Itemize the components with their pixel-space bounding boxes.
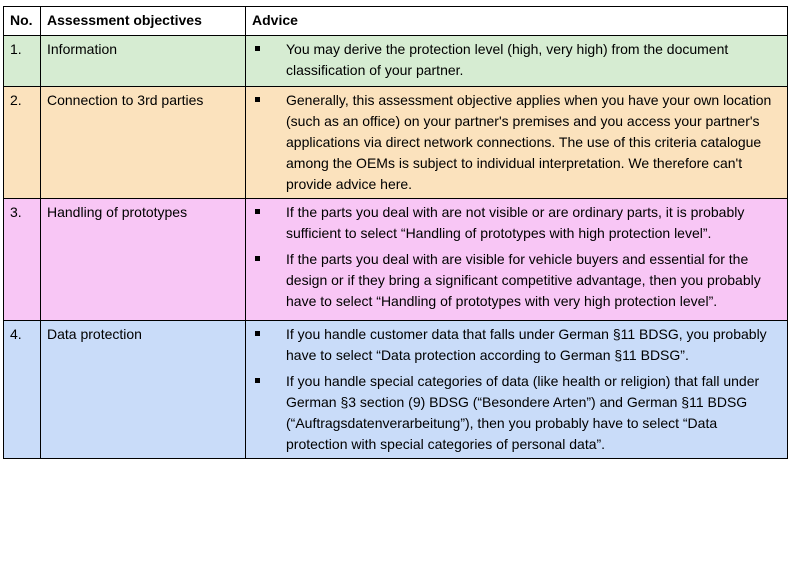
advice-item [252,39,781,81]
advice-cell [246,87,788,199]
bullet-square-icon [255,97,260,102]
bullet-square-icon [255,331,260,336]
assessment-objective: Information [41,36,246,87]
advice-text: If you handle customer data that falls under German §11 BDSG, you probably have to select “Data protection according to German §11 BDSG”. [286,326,767,363]
assessment-objective: Data protection [41,321,246,459]
advice-text: If you handle special categories of data (like health or religion) that fall under German §3 section (9) BDSG (“Besondere Arten”) and German §11 BDSG (“Auftragsdatenverarbeitung”), then you probably have to select “Data protection with special categories of personal data”. [286,373,760,452]
row-number: 2. [4,87,41,199]
table-header-row [4,7,788,36]
header-no: No. [4,7,41,36]
table-row-connection [4,87,788,199]
assessment-objective: Connection to 3rd parties [41,87,246,199]
advice-item [252,202,781,244]
advice-item [252,90,781,195]
table-row-prototypes [4,199,788,321]
header-objectives: Assessment objectives [41,7,246,36]
advice-item [252,249,781,312]
assessment-advice-table [3,6,788,459]
header-advice: Advice [246,7,788,36]
advice-cell [246,321,788,459]
advice-text: You may derive the protection level (high, very high) from the document classification of your partner. [286,41,729,78]
advice-cell [246,199,788,321]
row-number: 4. [4,321,41,459]
bullet-square-icon [255,256,260,261]
table-row-information [4,36,788,87]
bullet-square-icon [255,46,260,51]
advice-cell [246,36,788,87]
advice-text: If the parts you deal with are visible for vehicle buyers and essential for the design or if they bring a significant competitive advantage, then you probably have to select “Handling of prototypes with very high protection level”. [286,251,761,309]
bullet-square-icon [255,378,260,383]
table-row-data-protection [4,321,788,459]
advice-item [252,371,781,455]
advice-item [252,324,781,366]
assessment-objective: Handling of prototypes [41,199,246,321]
advice-text: Generally, this assessment objective applies when you have your own location (such as an office) on your partner's premises and you access your partner's applications via direct network connections. The use of this criteria catalogue among the OEMs is subject to individual interpretation. We therefore can't provide advice here. [286,92,772,192]
advice-text: If the parts you deal with are not visible or are ordinary parts, it is probably sufficient to select “Handling of prototypes with high protection level”. [286,204,745,241]
bullet-square-icon [255,209,260,214]
row-number: 1. [4,36,41,87]
row-number: 3. [4,199,41,321]
